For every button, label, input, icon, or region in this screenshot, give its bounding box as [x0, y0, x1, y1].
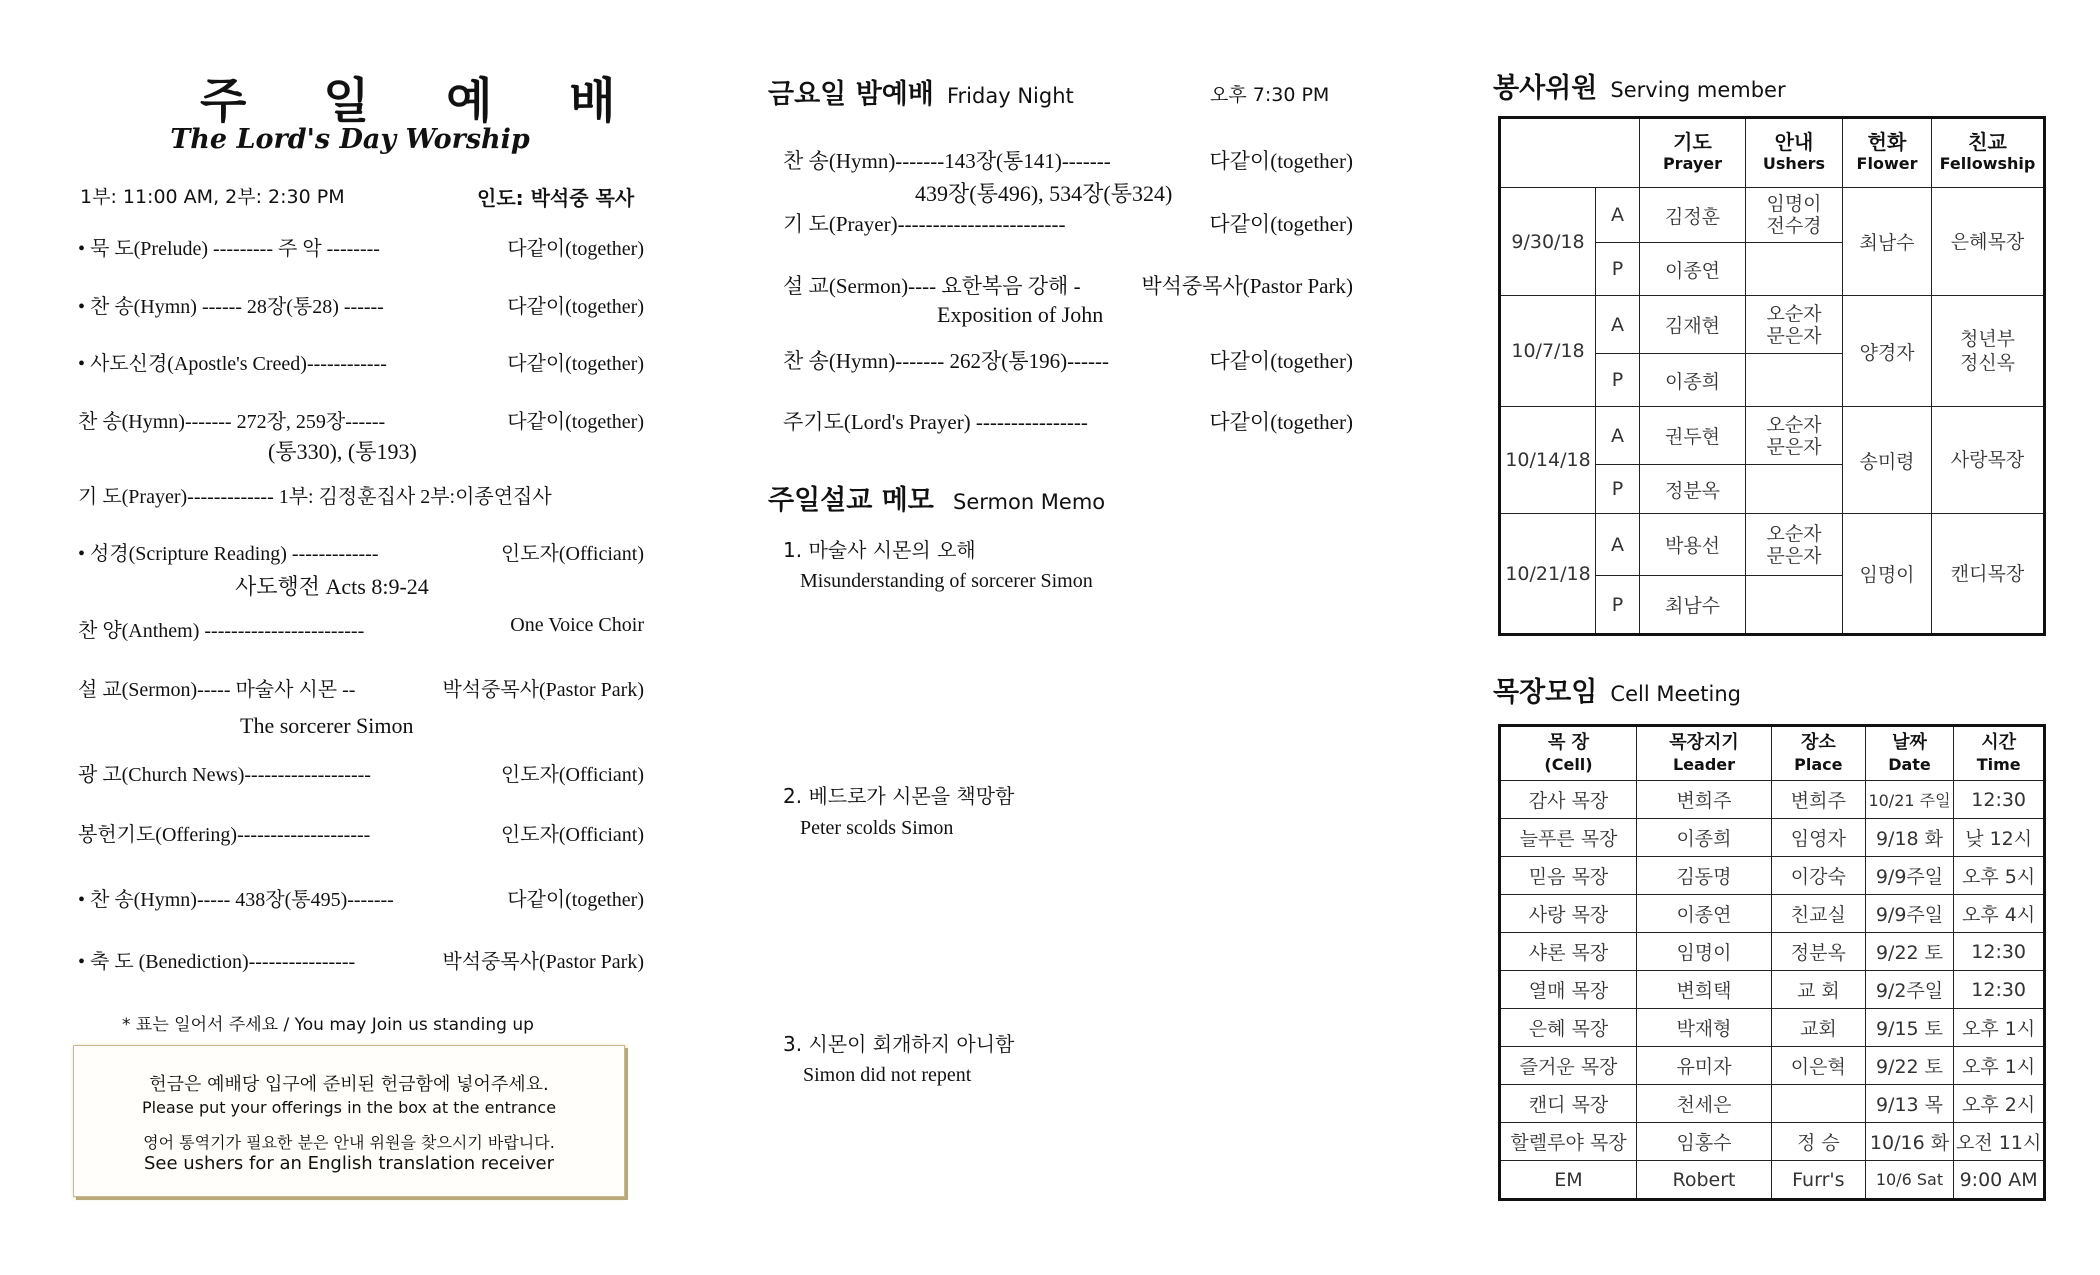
- cell-time: 오후 1시: [1954, 1009, 2045, 1047]
- cell-heading-en: Cell Meeting: [1610, 682, 1742, 706]
- cell-name: 열매 목장: [1500, 971, 1637, 1009]
- ushers-p: [1746, 576, 1843, 635]
- cell-leader: 유미자: [1637, 1047, 1772, 1085]
- worship-item-who: 다같이(together): [507, 296, 644, 318]
- worship-item-label: 기 도(Prayer)------------- 1부: 김정훈집사 2부:이종연집사: [78, 486, 552, 508]
- worship-item: [78, 480, 644, 509]
- cell-time: 9:00 AM: [1954, 1161, 2045, 1200]
- cell-place: 교회: [1771, 1009, 1865, 1047]
- memo-point-2-en: Peter scolds Simon: [800, 817, 954, 839]
- fellowship: 사랑목장: [1932, 407, 2045, 514]
- prayer-p: 이종희: [1640, 354, 1746, 407]
- worship-item-who: 인도자(Officiant): [500, 764, 644, 786]
- friday-item-who: 다같이(together): [1209, 149, 1353, 173]
- cell-place: 정분옥: [1771, 933, 1865, 971]
- fellowship: 청년부 정신옥: [1932, 296, 2045, 407]
- worship-item-who: One Voice Choir: [510, 614, 644, 636]
- friday-item-detail: Exposition of John: [937, 302, 1104, 327]
- worship-item: [78, 347, 644, 376]
- memo-point-2: 2. 베드로가 시몬을 책망함: [783, 784, 1015, 808]
- friday-item-label: 주기도(Lord's Prayer) ----------------: [783, 410, 1088, 434]
- serving-row: [1500, 296, 2045, 354]
- worship-item: [78, 232, 644, 261]
- serving-header-flower: 헌화 Flower: [1843, 118, 1932, 188]
- cell-place: 변희주: [1771, 781, 1865, 819]
- cell-date: 9/18 화: [1865, 819, 1954, 857]
- memo-point-1: 1. 마술사 시몬의 오해: [783, 538, 976, 562]
- offering-notice-box: [73, 1045, 625, 1197]
- cell-name: 사랑 목장: [1500, 895, 1637, 933]
- prayer-a: 김재현: [1640, 296, 1746, 354]
- friday-item-who: 다같이(together): [1209, 410, 1353, 434]
- offering-notice-en: Please put your offerings in the box at the entrance: [141, 1098, 557, 1117]
- friday-item: [783, 208, 1353, 238]
- worship-item-label: • 축 도 (Benediction)----------------: [78, 951, 356, 973]
- friday-item-label: 찬 송(Hymn)------- 262장(통196)------: [783, 349, 1110, 373]
- service-times: 1부: 11:00 AM, 2부: 2:30 PM: [80, 186, 345, 208]
- worship-item-label: 봉헌기도(Offering)--------------------: [78, 824, 371, 846]
- standing-note: * 표는 일어서 주세요 / You may Join us standing up: [122, 1015, 534, 1035]
- worship-item-label: • 묵 도(Prelude) --------- 주 악 --------: [78, 238, 380, 260]
- cell-name: 감사 목장: [1500, 781, 1637, 819]
- cell-header-leader: 목장지기 Leader: [1637, 726, 1772, 781]
- memo-heading-ko: 주일설교 메모: [768, 485, 934, 516]
- service-label-a: A: [1596, 296, 1640, 354]
- cell-leader: 김동명: [1637, 857, 1772, 895]
- worship-item-label: 광 고(Church News)-------------------: [78, 764, 371, 786]
- service-label-a: A: [1596, 407, 1640, 465]
- serving-heading: [1493, 66, 1786, 105]
- memo-heading-en: Sermon Memo: [953, 490, 1106, 514]
- fellowship: 은혜목장: [1932, 188, 2045, 296]
- cell-time: 오후 1시: [1954, 1047, 2045, 1085]
- cell-leader: 이종희: [1637, 819, 1772, 857]
- friday-item-detail: 439장(통496), 534장(통324): [915, 181, 1173, 206]
- prayer-a: 김정훈: [1640, 188, 1746, 243]
- cell-date: 9/22 토: [1865, 933, 1954, 971]
- serving-date: 10/7/18: [1500, 296, 1596, 407]
- cell-place: 친교실: [1771, 895, 1865, 933]
- friday-item-label: 기 도(Prayer)------------------------: [783, 212, 1066, 236]
- prayer-p: 이종연: [1640, 243, 1746, 296]
- cell-leader: 박재형: [1637, 1009, 1772, 1047]
- friday-item-label: 찬 송(Hymn)-------143장(통141)-------: [783, 149, 1111, 173]
- cell-date: 10/21 주일: [1865, 781, 1954, 819]
- page-subtitle: The Lord's Day Worship: [170, 124, 530, 155]
- cell-name: EM: [1500, 1161, 1637, 1200]
- cell-date: 10/6 Sat: [1865, 1161, 1954, 1200]
- worship-item-who: 다같이(together): [507, 411, 644, 433]
- cell-leader: 이종연: [1637, 895, 1772, 933]
- worship-item: [78, 405, 644, 434]
- fellowship: 캔디목장: [1932, 514, 2045, 635]
- cell-time: 12:30: [1954, 971, 2045, 1009]
- ushers-p: [1746, 465, 1843, 514]
- cell-row: [1500, 1047, 2045, 1085]
- cell-meeting-table: [1498, 724, 2046, 1201]
- cell-heading-ko: 목장모임: [1493, 677, 1598, 708]
- serving-heading-en: Serving member: [1610, 78, 1786, 102]
- serving-header-fellowship: 친교 Fellowship: [1932, 118, 2045, 188]
- worship-item-who: 인도자(Officiant): [500, 543, 644, 565]
- cell-date: 9/22 토: [1865, 1047, 1954, 1085]
- worship-item-label: • 찬 송(Hymn) ------ 28장(통28) ------: [78, 296, 384, 318]
- cell-heading: [1493, 670, 1741, 709]
- serving-date: 10/14/18: [1500, 407, 1596, 514]
- memo-point-3: 3. 시몬이 회개하지 아니함: [783, 1032, 1015, 1056]
- service-leader: 인도: 박석중 목사: [477, 186, 635, 210]
- cell-name: 샤론 목장: [1500, 933, 1637, 971]
- cell-date: 9/2주일: [1865, 971, 1954, 1009]
- ushers-a: 오순자 문은자: [1746, 514, 1843, 576]
- cell-header-date: 날짜 Date: [1865, 726, 1954, 781]
- friday-heading: [768, 72, 1074, 111]
- memo-point-1-en: Misunderstanding of sorcerer Simon: [800, 570, 1093, 592]
- worship-item: [78, 945, 644, 974]
- service-label-a: A: [1596, 188, 1640, 243]
- worship-item-who: 다같이(together): [507, 353, 644, 375]
- cell-leader: 임명이: [1637, 933, 1772, 971]
- cell-place: Furr's: [1771, 1161, 1865, 1200]
- cell-row: [1500, 1009, 2045, 1047]
- cell-leader: 변희택: [1637, 971, 1772, 1009]
- cell-header-time: 시간 Time: [1954, 726, 2045, 781]
- ushers-a: 오순자 문은자: [1746, 296, 1843, 354]
- prayer-a: 박용선: [1640, 514, 1746, 576]
- cell-time: 낮 12시: [1954, 819, 2045, 857]
- flower: 최남수: [1843, 188, 1932, 296]
- cell-time: 오후 5시: [1954, 857, 2045, 895]
- cell-leader: 임홍수: [1637, 1123, 1772, 1161]
- cell-header-place: 장소 Place: [1771, 726, 1865, 781]
- worship-item-who: 박석중목사(Pastor Park): [442, 951, 644, 973]
- cell-time: 12:30: [1954, 933, 2045, 971]
- cell-leader: 변희주: [1637, 781, 1772, 819]
- friday-time: 오후 7:30 PM: [1210, 84, 1330, 106]
- cell-place: 이강숙: [1771, 857, 1865, 895]
- cell-place: 교 회: [1771, 971, 1865, 1009]
- service-label-p: P: [1596, 354, 1640, 407]
- cell-row: [1500, 819, 2045, 857]
- ushers-p: [1746, 243, 1843, 296]
- serving-header-prayer: 기도 Prayer: [1640, 118, 1746, 188]
- worship-item-who: 다같이(together): [507, 238, 644, 260]
- ushers-a: 임명이 전수경: [1746, 188, 1843, 243]
- cell-time: 오전 11시: [1954, 1123, 2045, 1161]
- friday-heading-ko: 금요일 밤예배: [768, 79, 934, 110]
- worship-item-who: 다같이(together): [507, 889, 644, 911]
- cell-date: 9/15 토: [1865, 1009, 1954, 1047]
- service-label-p: P: [1596, 576, 1640, 635]
- worship-item-detail: (통330), (통193): [268, 439, 417, 464]
- cell-row: [1500, 1161, 2045, 1200]
- friday-heading-en: Friday Night: [947, 84, 1074, 108]
- prayer-p: 최남수: [1640, 576, 1746, 635]
- cell-name: 늘푸른 목장: [1500, 819, 1637, 857]
- cell-row: [1500, 781, 2045, 819]
- serving-table: [1498, 116, 2046, 636]
- memo-point-3-en: Simon did not repent: [803, 1064, 972, 1086]
- friday-item: [783, 345, 1353, 375]
- cell-row: [1500, 895, 2045, 933]
- worship-item-label: 찬 송(Hymn)------- 272장, 259장------: [78, 411, 386, 433]
- cell-row: [1500, 1085, 2045, 1123]
- friday-item-who: 박석중목사(Pastor Park): [1141, 274, 1353, 298]
- cell-row: [1500, 971, 2045, 1009]
- worship-item-label: 찬 양(Anthem) ------------------------: [78, 620, 365, 642]
- page-title: 주 일 예 배: [200, 73, 646, 129]
- worship-item-detail: 사도행전 Acts 8:9-24: [235, 574, 429, 599]
- cell-leader: 천세은: [1637, 1085, 1772, 1123]
- worship-item-label: • 성경(Scripture Reading) -------------: [78, 543, 379, 565]
- cell-place: 임영자: [1771, 819, 1865, 857]
- worship-item-who: 박석중목사(Pastor Park): [442, 679, 644, 701]
- cell-name: 캔디 목장: [1500, 1085, 1637, 1123]
- worship-item: [78, 758, 644, 787]
- cell-date: 9/13 목: [1865, 1085, 1954, 1123]
- offering-notice-ko: 헌금은 예배당 입구에 준비된 헌금함에 넣어주세요.: [149, 1074, 549, 1095]
- friday-item-who: 다같이(together): [1209, 349, 1353, 373]
- memo-heading: [768, 478, 1105, 517]
- service-label-p: P: [1596, 243, 1640, 296]
- friday-item: [783, 145, 1353, 175]
- serving-date: 10/21/18: [1500, 514, 1596, 635]
- service-label-a: A: [1596, 514, 1640, 576]
- cell-place: 정 승: [1771, 1123, 1865, 1161]
- worship-item: [78, 290, 644, 319]
- cell-date: 9/9주일: [1865, 895, 1954, 933]
- service-label-p: P: [1596, 465, 1640, 514]
- worship-item-detail: The sorcerer Simon: [240, 713, 414, 738]
- worship-item-label: • 찬 송(Hymn)----- 438장(통495)-------: [78, 889, 394, 911]
- prayer-p: 정분옥: [1640, 465, 1746, 514]
- serving-row: [1500, 514, 2045, 576]
- flower: 양경자: [1843, 296, 1932, 407]
- worship-item-label: • 사도신경(Apostle's Creed)------------: [78, 353, 387, 375]
- cell-name: 은혜 목장: [1500, 1009, 1637, 1047]
- cell-row: [1500, 857, 2045, 895]
- serving-row: [1500, 188, 2045, 243]
- worship-item: [78, 883, 644, 912]
- serving-date: 9/30/18: [1500, 188, 1596, 296]
- worship-item: [78, 537, 644, 566]
- flower: 임명이: [1843, 514, 1932, 635]
- cell-date: 9/9주일: [1865, 857, 1954, 895]
- cell-name: 믿음 목장: [1500, 857, 1637, 895]
- serving-header-empty: [1500, 118, 1640, 188]
- friday-item-label: 설 교(Sermon)---- 요한복음 강해 -: [783, 274, 1081, 298]
- cell-place: [1771, 1085, 1865, 1123]
- cell-time: 12:30: [1954, 781, 2045, 819]
- cell-row: [1500, 933, 2045, 971]
- cell-time: 오후 4시: [1954, 895, 2045, 933]
- cell-leader: Robert: [1637, 1161, 1772, 1200]
- cell-row: [1500, 1123, 2045, 1161]
- worship-item: [78, 614, 644, 643]
- friday-item-who: 다같이(together): [1209, 212, 1353, 236]
- cell-time: 오후 2시: [1954, 1085, 2045, 1123]
- prayer-a: 권두현: [1640, 407, 1746, 465]
- cell-place: 이은혁: [1771, 1047, 1865, 1085]
- serving-header-ushers: 안내 Ushers: [1746, 118, 1843, 188]
- worship-item-label: 설 교(Sermon)----- 마술사 시몬 --: [78, 679, 356, 701]
- serving-row: [1500, 407, 2045, 465]
- cell-name: 할렐루야 목장: [1500, 1123, 1637, 1161]
- ushers-a: 오순자 문은자: [1746, 407, 1843, 465]
- worship-item: [78, 673, 644, 702]
- cell-date: 10/16 화: [1865, 1123, 1954, 1161]
- cell-header-cell: 목 장 (Cell): [1500, 726, 1637, 781]
- worship-item: [78, 818, 644, 847]
- cell-name: 즐거운 목장: [1500, 1047, 1637, 1085]
- friday-item: [783, 406, 1353, 436]
- serving-heading-ko: 봉사위원: [1493, 73, 1598, 104]
- friday-item: [783, 270, 1353, 300]
- translation-notice-ko: 영어 통역기가 필요한 분은 안내 위원을 찾으시기 바랍니다.: [143, 1133, 555, 1152]
- translation-notice-en: See ushers for an English translation receiver: [143, 1153, 555, 1174]
- ushers-p: [1746, 354, 1843, 407]
- worship-item-who: 인도자(Officiant): [500, 824, 644, 846]
- flower: 송미령: [1843, 407, 1932, 514]
